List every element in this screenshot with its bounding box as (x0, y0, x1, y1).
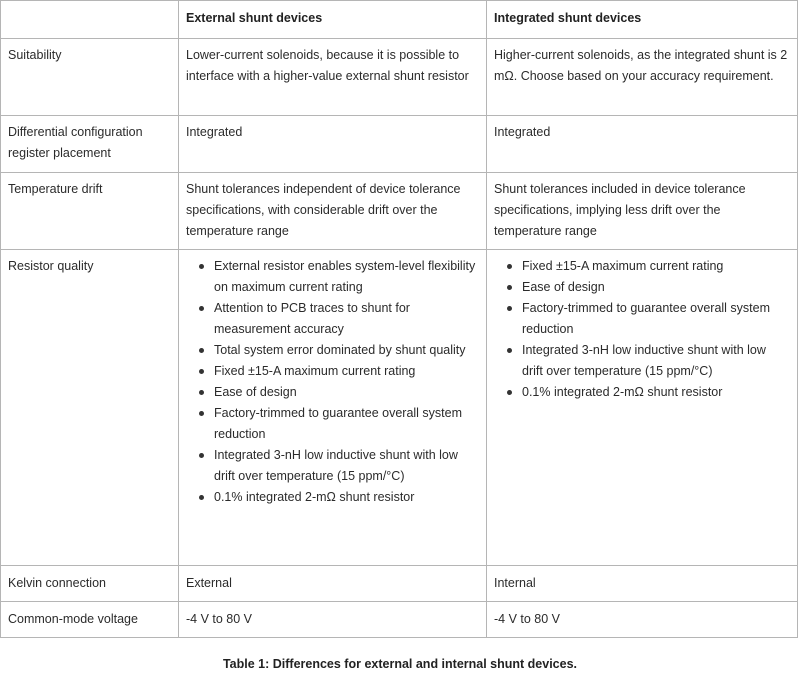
table-caption: Table 1: Differences for external and internal shunt devices. (222, 657, 578, 671)
list-item-text: Total system error dominated by shunt quality (214, 343, 466, 357)
list-item-text: Factory-trimmed to guarantee overall system reduction (214, 406, 463, 441)
list-item (186, 403, 479, 445)
table-row (1, 250, 798, 566)
cell-external: Lower-current solenoids, because it is possible to interface with a higher-value external shunt resistor (179, 39, 487, 116)
list-item (186, 256, 479, 298)
bullet-icon (199, 453, 204, 458)
list-item (186, 382, 479, 403)
bullet-icon (199, 369, 204, 374)
list-item (186, 298, 479, 340)
row-label: Kelvin connection (1, 566, 179, 602)
row-label: Common-mode voltage (1, 602, 179, 638)
cell-integrated: -4 V to 80 V (487, 602, 798, 638)
bullet-list-integrated (494, 256, 790, 403)
cell-integrated: Shunt tolerances included in device tolerance specifications, implying less drift over the temperature range (487, 173, 798, 250)
row-label: Suitability (1, 39, 179, 116)
table-header-row (1, 1, 798, 39)
row-label: Resistor quality (1, 250, 179, 566)
cell-external: -4 V to 80 V (179, 602, 487, 638)
list-item-text: Fixed ±15-A maximum current rating (214, 364, 416, 378)
list-item-text: 0.1% integrated 2-mΩ shunt resistor (522, 385, 723, 399)
header-integrated: Integrated shunt devices (487, 1, 798, 39)
list-item-text: Integrated 3-nH low inductive shunt with low drift over temperature (15 ppm/°C) (522, 343, 766, 378)
bullet-icon (507, 348, 512, 353)
bullet-list-external (186, 256, 479, 508)
cell-integrated: Higher-current solenoids, as the integrated shunt is 2 mΩ. Choose based on your accuracy requirement. (487, 39, 798, 116)
list-item-text: 0.1% integrated 2-mΩ shunt resistor (214, 490, 415, 504)
cell-external: Shunt tolerances independent of device tolerance specifications, with considerable drift over the temperature range (179, 173, 487, 250)
cell-integrated (487, 250, 798, 566)
list-item-text: Integrated 3-nH low inductive shunt with low drift over temperature (15 ppm/°C) (214, 448, 458, 483)
bullet-icon (199, 348, 204, 353)
table-row (1, 173, 798, 250)
bullet-icon (507, 285, 512, 290)
list-item (494, 298, 790, 340)
list-item (494, 256, 790, 277)
table-row (1, 39, 798, 116)
table-row (1, 116, 798, 173)
bullet-icon (199, 411, 204, 416)
row-label: Differential configuration register placement (1, 116, 179, 173)
table-row (1, 566, 798, 602)
list-item (186, 487, 479, 508)
list-item-text: Attention to PCB traces to shunt for measurement accuracy (214, 301, 410, 336)
cell-integrated: Integrated (487, 116, 798, 173)
bullet-icon (199, 495, 204, 500)
header-external: External shunt devices (179, 1, 487, 39)
list-item-text: Ease of design (214, 385, 297, 399)
header-blank-cell (1, 1, 179, 39)
bullet-icon (199, 306, 204, 311)
list-item (186, 445, 479, 487)
bullet-icon (507, 390, 512, 395)
cell-external: Integrated (179, 116, 487, 173)
list-item-text: Fixed ±15-A maximum current rating (522, 259, 724, 273)
cell-external: External (179, 566, 487, 602)
list-item (494, 382, 790, 403)
table-row (1, 602, 798, 638)
list-item-text: Ease of design (522, 280, 605, 294)
list-item-text: Factory-trimmed to guarantee overall system reduction (522, 301, 771, 336)
cell-integrated: Internal (487, 566, 798, 602)
list-item-text: External resistor enables system-level flexibility on maximum current rating (214, 259, 476, 294)
row-label: Temperature drift (1, 173, 179, 250)
bullet-icon (507, 306, 512, 311)
list-item (494, 340, 790, 382)
list-item (494, 277, 790, 298)
bullet-icon (199, 390, 204, 395)
cell-external (179, 250, 487, 566)
bullet-icon (199, 264, 204, 269)
list-item (186, 361, 479, 382)
list-item (186, 340, 479, 361)
bullet-icon (507, 264, 512, 269)
